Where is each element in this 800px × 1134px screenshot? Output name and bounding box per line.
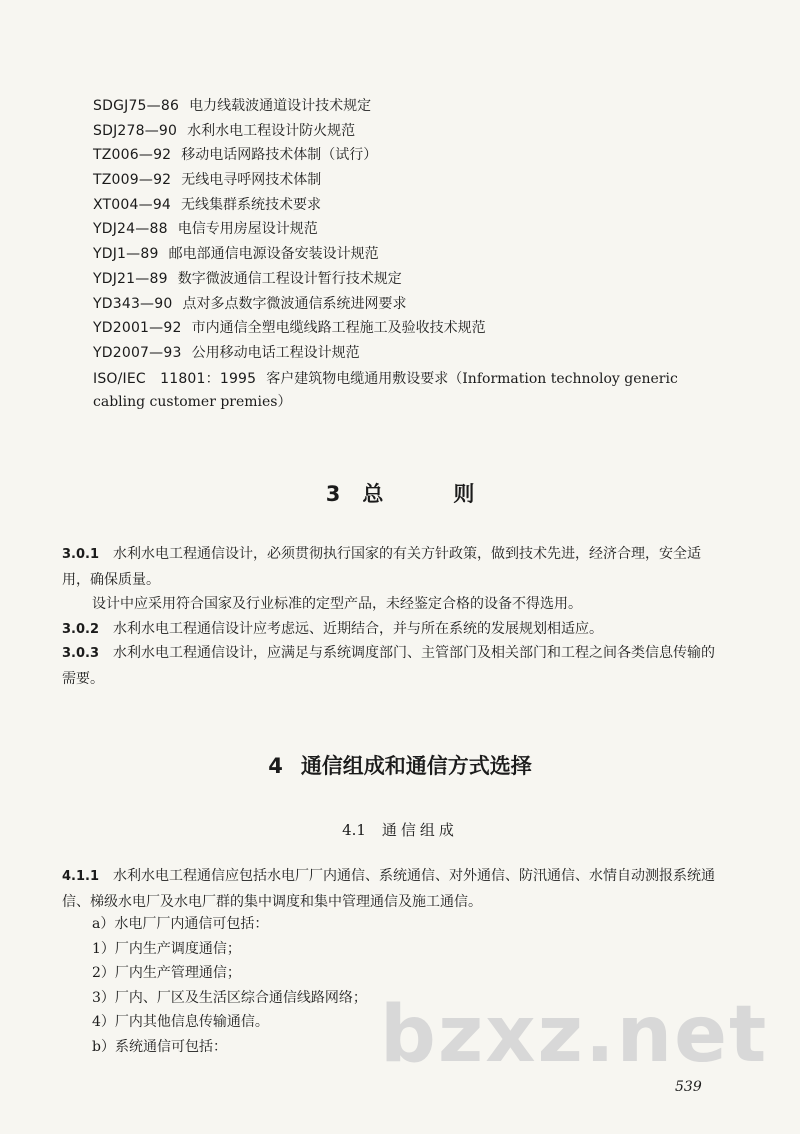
page-number: 539 [675, 1079, 702, 1095]
reference-item [93, 193, 743, 218]
reference-item [93, 119, 743, 144]
reference-list [93, 94, 743, 414]
reference-code: SDGJ75—86 [93, 98, 180, 114]
reference-item [93, 217, 743, 242]
reference-item [93, 94, 743, 119]
clause-3-0-1-paragraph-2: 设计中应采用符合国家及行业标准的定型产品，未经鉴定合格的设备不得选用。 [92, 596, 582, 612]
clause-text: 水利水电工程通信设计应考虑远、近期结合，并与所在系统的发展规划相适应。 [113, 621, 604, 637]
reference-title: 邮电部通信电源设备安装设计规范 [168, 246, 379, 263]
reference-title: 市内通信全塑电缆线路工程施工及验收技术规范 [191, 320, 486, 337]
reference-item [93, 292, 743, 317]
section-heading-4-1 [0, 819, 800, 840]
reference-title: 水利水电工程设计防火规范 [187, 122, 356, 139]
reference-code: TZ009—92 [93, 172, 172, 189]
reference-code: TZ006—92 [93, 147, 172, 164]
reference-item [93, 168, 743, 193]
reference-code: YDJ21—89 [93, 270, 168, 287]
reference-item [93, 267, 743, 292]
chapter-title: 通信组成和通信方式选择 [300, 754, 532, 778]
reference-item [93, 341, 743, 366]
chapter-title-part: 总 [362, 482, 384, 506]
list-item: b）系统通信可包括： [92, 1038, 227, 1055]
reference-code: YD2007—93 [93, 344, 182, 361]
clause-3-0-1 [62, 542, 722, 592]
clause-text: 水利水电工程通信设计，应满足与系统调度部门、主管部门及相关部门和工程之间各类信息传输的需要。 [62, 645, 716, 687]
clause-number: 3.0.1 [62, 547, 100, 562]
clause-3-0-2 [62, 617, 722, 643]
chapter-number: 3 [325, 482, 341, 506]
list-item: 2）厂内生产管理通信； [92, 965, 241, 981]
chapter-heading-4 [0, 750, 800, 780]
reference-item [93, 316, 743, 341]
reference-item-iso [93, 368, 725, 414]
reference-code: SDJ278—90 [93, 122, 178, 139]
reference-code: XT004—94 [93, 196, 172, 213]
section-title: 通信组成 [381, 821, 458, 839]
clause-text: 水利水电工程通信设计，必须贯彻执行国家的有关方针政策，做到技术先进，经济合理，安全适用，确保质量。 [62, 546, 702, 588]
clause-text: 水利水电工程通信应包括水电厂厂内通信、系统通信、对外通信、防汛通信、水情自动测报系统通信、梯级水电厂及水电厂群的集中调度和集中管理通信及施工通信。 [62, 868, 716, 910]
reference-title: 移动电话网路技术体制（试行） [181, 147, 378, 164]
list-item: 3）厂内、厂区及生活区综合通信线路网络； [92, 989, 367, 1006]
reference-title: 公用移动电话工程设计规范 [191, 344, 360, 361]
reference-code: YDJ1—89 [93, 246, 159, 263]
reference-item [93, 143, 743, 168]
list-item: a）水电厂厂内通信可包括： [92, 916, 269, 932]
reference-title: 数字微波通信工程设计暂行技术规定 [177, 270, 402, 287]
clause-number: 3.0.3 [62, 646, 100, 661]
reference-title: 客户建筑物电缆通用敷设要求（Information technoloy generic cabling customer premies） [93, 370, 678, 410]
chapter-heading-3 [0, 478, 800, 508]
reference-code: ISO/IEC 11801：1995 [93, 370, 257, 387]
reference-title: 无线电寻呼网技术体制 [181, 172, 322, 189]
clause-number: 4.1.1 [62, 869, 100, 884]
reference-code: YD343—90 [93, 295, 173, 312]
reference-title: 电力线载波通道设计技术规定 [189, 98, 372, 114]
reference-item [93, 242, 743, 267]
chapter-number: 4 [268, 754, 283, 778]
reference-title: 电信专用房屋设计规范 [177, 221, 318, 238]
reference-code: YD2001—92 [93, 320, 182, 337]
clause-number: 3.0.2 [62, 622, 100, 637]
clause-3-0-3 [62, 641, 722, 691]
list-item: 4）厂内其他信息传输通信。 [92, 1014, 269, 1030]
reference-title: 无线集群系统技术要求 [181, 196, 322, 213]
list-item: 1）厂内生产调度通信； [92, 940, 241, 957]
reference-code: YDJ24—88 [93, 221, 168, 238]
watermark: bzxz.net [380, 990, 769, 1080]
reference-title: 点对多点数字微波通信系统进网要求 [182, 295, 407, 312]
chapter-title-part: 则 [453, 482, 475, 506]
section-number: 4.1 [342, 821, 366, 839]
clause-4-1-1 [62, 864, 722, 914]
